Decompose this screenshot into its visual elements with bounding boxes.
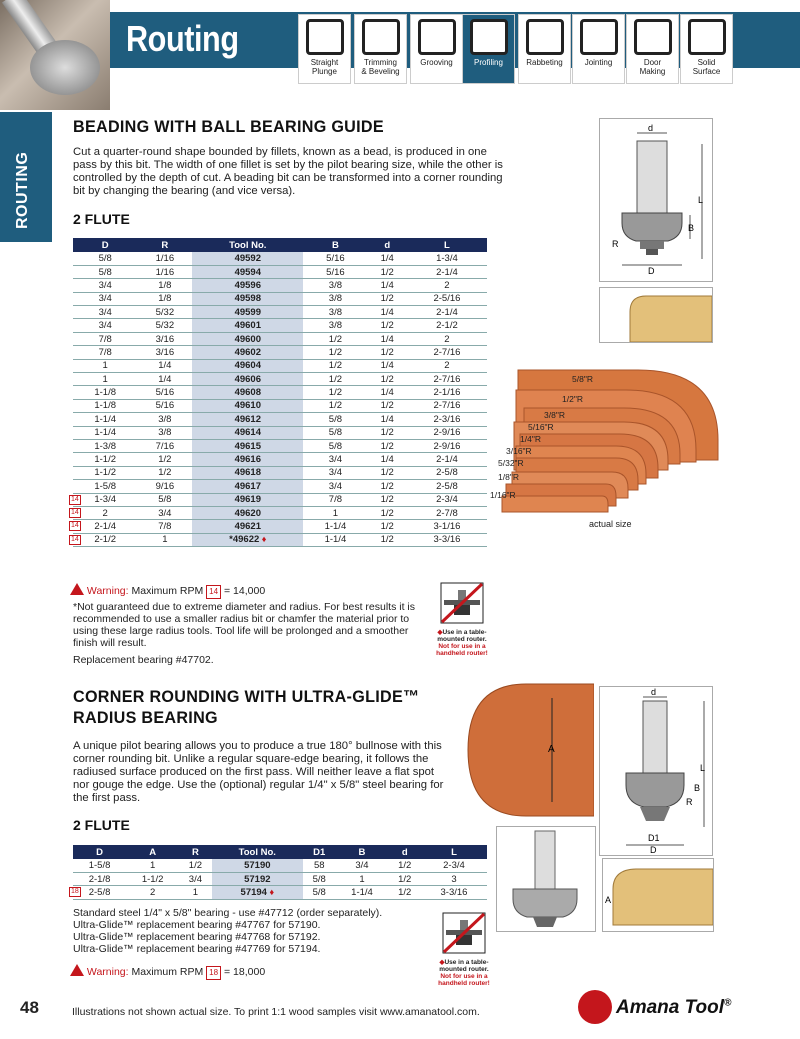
table-cell: 1 bbox=[126, 859, 179, 872]
table-cell: 1/2 bbox=[368, 373, 407, 386]
svg-text:L: L bbox=[700, 763, 706, 773]
table-cell: 2-1/4 bbox=[407, 265, 487, 278]
sample-radius-label: 1/8"R bbox=[498, 472, 519, 482]
table-cell: 1/8 bbox=[137, 279, 192, 292]
svg-text:D1: D1 bbox=[648, 833, 660, 843]
rpm-warning-badge: 14 bbox=[71, 508, 79, 516]
side-tab-label: ROUTING bbox=[14, 151, 31, 229]
table-cell: 1-1/2 bbox=[73, 466, 137, 479]
page-title: Routing bbox=[126, 18, 239, 59]
tool-number-cell: 49592 bbox=[192, 252, 303, 265]
tool-number-cell: 49612 bbox=[192, 413, 303, 426]
table-cell: 2-7/16 bbox=[407, 346, 487, 359]
table-cell: 2 bbox=[407, 279, 487, 292]
column-header: R bbox=[179, 845, 211, 859]
tool-number-cell: 49594 bbox=[192, 265, 303, 278]
tool-number-cell: 49599 bbox=[192, 306, 303, 319]
table-router-text: ◆Use in a table- mounted router. Not for use in a handheld router! bbox=[436, 629, 488, 657]
table-cell: 1-1/4 bbox=[73, 426, 137, 439]
tool-number-cell: 49598 bbox=[192, 292, 303, 305]
table-router-icon bbox=[440, 582, 484, 624]
rpm-warning-badge: 14 bbox=[71, 522, 79, 530]
table-row bbox=[73, 439, 487, 452]
category-tab-straight[interactable] bbox=[298, 14, 351, 84]
category-label: Rabbeting bbox=[526, 58, 563, 67]
corner-title-line1: CORNER ROUNDING WITH ULTRA-GLIDE™ bbox=[73, 687, 420, 706]
table-cell: 2-1/16 bbox=[407, 386, 487, 399]
corner-note: Ultra-Glide™ replacement bearing #47768 for 57192. bbox=[73, 931, 321, 943]
table-row bbox=[73, 533, 487, 546]
beading-flute: 2 FLUTE bbox=[73, 211, 130, 227]
rpm-badge: 18 bbox=[206, 966, 221, 980]
table-cell: 1/8 bbox=[137, 292, 192, 305]
table-cell: 2 bbox=[407, 359, 487, 372]
table-cell: 5/16 bbox=[303, 252, 367, 265]
table-cell: 7/8 bbox=[303, 493, 367, 506]
corner-bit-photo bbox=[496, 826, 596, 932]
table-cell: 1-1/8 bbox=[73, 399, 137, 412]
sample-radius-label: 3/8"R bbox=[544, 410, 565, 420]
table-row bbox=[73, 279, 487, 292]
table-row bbox=[73, 332, 487, 345]
svg-text:D: D bbox=[648, 266, 655, 276]
table-cell: 1 bbox=[137, 533, 192, 546]
table-cell: 2 bbox=[407, 332, 487, 345]
column-header: D1 bbox=[303, 845, 335, 859]
corner-bit-diagram bbox=[599, 686, 713, 856]
table-cell: 3/4 bbox=[303, 453, 367, 466]
tool-number-cell: 49619 bbox=[192, 493, 303, 506]
footer-note: Illustrations not shown actual size. To print 1:1 wood samples visit www.amanatool.com. bbox=[72, 1006, 480, 1018]
brand-logo-icon bbox=[578, 990, 612, 1024]
svg-text:A: A bbox=[605, 895, 612, 905]
beading-bit-diagram bbox=[599, 118, 713, 282]
table-cell: 1/2 bbox=[368, 319, 407, 332]
svg-text:A: A bbox=[548, 744, 555, 755]
table-row bbox=[73, 265, 487, 278]
table-cell: 2-9/16 bbox=[407, 426, 487, 439]
table-cell: 1/2 bbox=[368, 466, 407, 479]
brand-name: Amana Tool bbox=[616, 997, 725, 1018]
table-cell: 5/8 bbox=[73, 252, 137, 265]
category-label: Profiling bbox=[474, 58, 503, 67]
tool-number-cell: 57190 bbox=[212, 859, 303, 872]
wood-sample-stack bbox=[486, 360, 736, 530]
category-label: Grooving bbox=[420, 58, 453, 67]
table-cell: 1/2 bbox=[303, 346, 367, 359]
svg-text:d: d bbox=[651, 687, 657, 697]
table-cell: 5/32 bbox=[137, 319, 192, 332]
table-cell: 1/4 bbox=[368, 306, 407, 319]
table-cell: 1 bbox=[179, 886, 211, 899]
table-cell: 2-9/16 bbox=[407, 439, 487, 452]
table-cell: 7/8 bbox=[73, 332, 137, 345]
tool-number-cell: 49617 bbox=[192, 480, 303, 493]
table-row bbox=[73, 520, 487, 533]
column-header: R bbox=[137, 238, 192, 252]
category-label: Trimming & Beveling bbox=[361, 58, 400, 76]
tool-number-cell: 49602 bbox=[192, 346, 303, 359]
svg-text:D: D bbox=[650, 845, 657, 855]
table-cell: 2-3/4 bbox=[421, 859, 487, 872]
table-row bbox=[73, 413, 487, 426]
rpm-value: = 14,000 bbox=[224, 585, 266, 597]
table-cell: 1-5/8 bbox=[73, 480, 137, 493]
sample-radius-label: 1/2"R bbox=[562, 394, 583, 404]
table-cell: 1/4 bbox=[137, 373, 192, 386]
corner-title-line2: RADIUS BEARING bbox=[73, 708, 218, 727]
table-cell: 3 bbox=[421, 872, 487, 885]
table-cell: 2-1/2 14 bbox=[73, 533, 137, 546]
table-cell: 3/4 bbox=[73, 292, 137, 305]
table-router-notice bbox=[436, 912, 492, 992]
table-cell: 1 bbox=[303, 506, 367, 519]
svg-text:R: R bbox=[612, 239, 619, 249]
table-cell: 1-3/8 bbox=[73, 439, 137, 452]
column-header: d bbox=[368, 238, 407, 252]
table-row bbox=[73, 399, 487, 412]
tool-number-cell: 49600 bbox=[192, 332, 303, 345]
warning-label: Warning: bbox=[86, 966, 129, 978]
table-cell: 1-1/8 bbox=[73, 386, 137, 399]
table-cell: 1/2 bbox=[179, 859, 211, 872]
table-row bbox=[73, 346, 487, 359]
rpm-badge: 14 bbox=[206, 585, 221, 599]
sample-radius-label: 3/16"R bbox=[506, 446, 532, 456]
page-number: 48 bbox=[20, 998, 39, 1017]
table-cell: 1 bbox=[73, 359, 137, 372]
table-row bbox=[73, 886, 487, 899]
table-cell: 5/32 bbox=[137, 306, 192, 319]
table-cell: 3/8 bbox=[303, 292, 367, 305]
beading-replacement: Replacement bearing #47702. bbox=[73, 654, 214, 666]
table-cell: 1-1/4 bbox=[303, 533, 367, 546]
table-cell: 2 bbox=[126, 886, 179, 899]
table-cell: 1/2 bbox=[368, 533, 407, 546]
table-cell: 1/2 bbox=[389, 872, 421, 885]
table-cell: 1/4 bbox=[137, 359, 192, 372]
table-cell: 5/8 bbox=[137, 493, 192, 506]
tool-number-cell: 49614 bbox=[192, 426, 303, 439]
table-row bbox=[73, 506, 487, 519]
table-cell: 1/2 bbox=[368, 480, 407, 493]
table-row bbox=[73, 426, 487, 439]
table-cell: 1/2 bbox=[368, 265, 407, 278]
corner-note: Ultra-Glide™ replacement bearing #47767 for 57190. bbox=[73, 919, 321, 931]
category-icon bbox=[526, 19, 564, 55]
table-cell: 2-5/8 18 bbox=[73, 886, 126, 899]
table-cell: 1/2 bbox=[368, 426, 407, 439]
table-cell: 1-3/4 bbox=[407, 252, 487, 265]
column-header: L bbox=[407, 238, 487, 252]
diamond-icon: ♦ bbox=[266, 886, 275, 897]
warning-icon bbox=[70, 583, 84, 595]
category-icon bbox=[306, 19, 344, 55]
tool-number-cell: 49621 bbox=[192, 520, 303, 533]
table-cell: 2-1/2 bbox=[407, 319, 487, 332]
table-cell: 2-5/8 bbox=[407, 480, 487, 493]
table-cell: 2-5/16 bbox=[407, 292, 487, 305]
table-row bbox=[73, 319, 487, 332]
category-icon bbox=[362, 19, 400, 55]
tool-number-cell: 49615 bbox=[192, 439, 303, 452]
column-header: B bbox=[335, 845, 388, 859]
table-cell: 5/8 bbox=[303, 426, 367, 439]
table-cell: 1/2 bbox=[368, 399, 407, 412]
beading-table bbox=[73, 238, 487, 547]
category-tab-trimming[interactable] bbox=[354, 14, 407, 84]
table-cell: 7/8 bbox=[137, 520, 192, 533]
table-cell: 5/8 bbox=[303, 886, 335, 899]
table-cell: 1/2 bbox=[389, 859, 421, 872]
table-row bbox=[73, 493, 487, 506]
category-tab-solid[interactable] bbox=[680, 14, 733, 84]
beading-note: *Not guaranteed due to extreme diameter and radius. For best results it is recommended to use a smaller radius bit or chamfer the material prior to using these large radius tools. Tool life will be prolonged and a smoother finish will result. bbox=[73, 601, 416, 649]
table-cell: 1/2 bbox=[303, 386, 367, 399]
table-cell: 2-7/8 bbox=[407, 506, 487, 519]
category-label: Straight Plunge bbox=[310, 58, 339, 76]
table-cell: 3-1/16 bbox=[407, 520, 487, 533]
category-label: Solid Surface bbox=[692, 58, 721, 76]
table-cell: 2-1/4 14 bbox=[73, 520, 137, 533]
table-row bbox=[73, 480, 487, 493]
tool-number-cell: 49616 bbox=[192, 453, 303, 466]
corner-profile bbox=[602, 858, 714, 932]
tool-number-cell: 49618 bbox=[192, 466, 303, 479]
tool-number-cell: 49606 bbox=[192, 373, 303, 386]
actual-size-label: actual size bbox=[589, 519, 632, 529]
table-cell: 1/2 bbox=[368, 506, 407, 519]
beading-warning bbox=[70, 583, 265, 599]
table-cell: 3-3/16 bbox=[407, 533, 487, 546]
table-router-icon bbox=[442, 912, 486, 954]
bullnose-wood-sample bbox=[466, 682, 594, 818]
table-row bbox=[73, 872, 487, 885]
table-cell: 5/8 bbox=[303, 872, 335, 885]
svg-text:d: d bbox=[648, 123, 654, 133]
table-cell: 1/2 bbox=[303, 399, 367, 412]
category-icon bbox=[470, 19, 508, 55]
table-row bbox=[73, 306, 487, 319]
table-cell: 1/4 bbox=[368, 413, 407, 426]
table-cell: 2-7/16 bbox=[407, 399, 487, 412]
tool-number-cell: 49596 bbox=[192, 279, 303, 292]
table-cell: 1/4 bbox=[368, 359, 407, 372]
category-tab-jointing[interactable] bbox=[572, 14, 625, 84]
tool-number-cell: 49620 bbox=[192, 506, 303, 519]
beading-profile bbox=[599, 287, 713, 343]
rpm-warning-badge: 14 bbox=[71, 535, 79, 543]
category-tab-profiling[interactable] bbox=[462, 14, 515, 84]
corner-note: Ultra-Glide™ replacement bearing #47769 for 57194. bbox=[73, 943, 321, 955]
warning-label: Warning: bbox=[86, 585, 129, 597]
table-cell: 3/8 bbox=[137, 413, 192, 426]
table-cell: 1-1/4 bbox=[303, 520, 367, 533]
category-icon bbox=[418, 19, 456, 55]
table-row bbox=[73, 386, 487, 399]
table-cell: 2-7/16 bbox=[407, 373, 487, 386]
column-header: Tool No. bbox=[212, 845, 303, 859]
beading-description: Cut a quarter-round shape bounded by fillets, known as a bead, is produced in one pass by this bit. The width of one fillet is set by the pilot bearing size, while the other is controlled by the depth of cut. A beading bit can be transformed into a corner rounding bit by changing the bearing (and vice versa). bbox=[73, 146, 503, 197]
table-cell: 5/16 bbox=[137, 386, 192, 399]
table-cell: 5/16 bbox=[137, 399, 192, 412]
table-cell: 3/8 bbox=[137, 426, 192, 439]
warning-icon bbox=[70, 964, 84, 976]
table-cell: 1/2 bbox=[389, 886, 421, 899]
sample-radius-label: 5/16"R bbox=[528, 422, 554, 432]
table-cell: 5/16 bbox=[303, 265, 367, 278]
table-cell: 5/8 bbox=[303, 439, 367, 452]
warning-text: Maximum RPM bbox=[131, 966, 204, 978]
tool-number-cell: *49622 ♦ bbox=[192, 533, 303, 546]
category-tab-door[interactable] bbox=[626, 14, 679, 84]
category-label: Jointing bbox=[584, 58, 613, 67]
table-cell: 1/2 bbox=[303, 373, 367, 386]
table-cell: 3/8 bbox=[303, 306, 367, 319]
corner-flute: 2 FLUTE bbox=[73, 817, 130, 833]
table-cell: 1/2 bbox=[368, 493, 407, 506]
router-bit-photo bbox=[0, 0, 110, 110]
table-cell: 1 bbox=[73, 373, 137, 386]
table-cell: 1/2 bbox=[303, 359, 367, 372]
table-cell: 3/4 bbox=[73, 279, 137, 292]
table-cell: 3/4 bbox=[303, 480, 367, 493]
corner-description: A unique pilot bearing allows you to produce a true 180° bullnose with this corner rounding bit. Unlike a regular square-edge bearing, it follows the radiused surface produced on the first pass. Will neither leave a flat spot nor gouge the edge. Use the (optional) regular 1/4" x 5/8" steel bearing for the first pass. bbox=[73, 740, 444, 804]
table-cell: 5/8 bbox=[73, 265, 137, 278]
table-cell: 3/4 bbox=[335, 859, 388, 872]
diamond-icon: ♦ bbox=[259, 534, 267, 545]
table-cell: 2-5/8 bbox=[407, 466, 487, 479]
rpm-warning-badge: 18 bbox=[71, 888, 79, 896]
corner-note: Standard steel 1/4" x 5/8" bearing - use #47712 (order separately). bbox=[73, 907, 383, 919]
tool-number-cell: 57194 ♦ bbox=[212, 886, 303, 899]
rpm-warning-badge: 14 bbox=[71, 495, 79, 503]
table-cell: 1/2 bbox=[303, 332, 367, 345]
table-cell: 3/8 bbox=[303, 319, 367, 332]
table-cell: 3/8 bbox=[303, 279, 367, 292]
table-cell: 2-1/8 bbox=[73, 872, 126, 885]
table-row bbox=[73, 453, 487, 466]
table-row bbox=[73, 292, 487, 305]
column-header: B bbox=[303, 238, 367, 252]
table-cell: 1/2 bbox=[368, 520, 407, 533]
table-row bbox=[73, 859, 487, 872]
table-cell: 3/4 bbox=[179, 872, 211, 885]
column-header: A bbox=[126, 845, 179, 859]
table-cell: 1-1/4 bbox=[335, 886, 388, 899]
table-cell: 3/16 bbox=[137, 346, 192, 359]
table-cell: 2-1/4 bbox=[407, 453, 487, 466]
tool-number-cell: 49610 bbox=[192, 399, 303, 412]
table-cell: 1-5/8 bbox=[73, 859, 126, 872]
table-cell: 3-3/16 bbox=[421, 886, 487, 899]
sample-radius-label: 5/8"R bbox=[572, 374, 593, 384]
table-cell: 1/2 bbox=[368, 346, 407, 359]
table-cell: 1/4 bbox=[368, 279, 407, 292]
table-row bbox=[73, 359, 487, 372]
table-cell: 3/4 bbox=[73, 319, 137, 332]
column-header: L bbox=[421, 845, 487, 859]
table-cell: 5/8 bbox=[303, 413, 367, 426]
category-icon bbox=[580, 19, 618, 55]
corner-table bbox=[73, 845, 487, 900]
beading-title: BEADING WITH BALL BEARING GUIDE bbox=[73, 117, 384, 136]
table-cell: 1/2 bbox=[368, 439, 407, 452]
sample-radius-label: 1/16"R bbox=[490, 490, 516, 500]
tool-number-cell: 57192 bbox=[212, 872, 303, 885]
table-cell: 1/2 bbox=[137, 466, 192, 479]
sample-radius-label: 5/32"R bbox=[498, 458, 524, 468]
tool-number-cell: 49604 bbox=[192, 359, 303, 372]
table-cell: 3/4 bbox=[73, 306, 137, 319]
table-cell: 2-1/4 bbox=[407, 306, 487, 319]
table-cell: 2-3/16 bbox=[407, 413, 487, 426]
table-row bbox=[73, 252, 487, 265]
table-cell: 1/4 bbox=[368, 252, 407, 265]
table-cell: 7/16 bbox=[137, 439, 192, 452]
warning-text: Maximum RPM bbox=[131, 585, 204, 597]
category-tab-rabbeting[interactable] bbox=[518, 14, 571, 84]
column-header: D bbox=[73, 845, 126, 859]
table-cell: 7/8 bbox=[73, 346, 137, 359]
svg-text:B: B bbox=[688, 223, 695, 233]
table-cell: 3/4 bbox=[137, 506, 192, 519]
table-cell: 2 14 bbox=[73, 506, 137, 519]
table-cell: 1/2 bbox=[137, 453, 192, 466]
table-cell: 2-3/4 bbox=[407, 493, 487, 506]
column-header: D bbox=[73, 238, 137, 252]
table-cell: 9/16 bbox=[137, 480, 192, 493]
table-cell: 1-3/4 14 bbox=[73, 493, 137, 506]
column-header: d bbox=[389, 845, 421, 859]
svg-text:R: R bbox=[686, 797, 693, 807]
tool-number-cell: 49608 bbox=[192, 386, 303, 399]
category-icon bbox=[688, 19, 726, 55]
tool-number-cell: 49601 bbox=[192, 319, 303, 332]
category-icon bbox=[634, 19, 672, 55]
table-cell: 1-1/2 bbox=[126, 872, 179, 885]
table-cell: 1-1/2 bbox=[73, 453, 137, 466]
sample-radius-label: 1/4"R bbox=[520, 434, 541, 444]
table-router-text: ◆Use in a table- mounted router. Not for use in a handheld router! bbox=[438, 959, 490, 987]
table-cell: 1/4 bbox=[368, 453, 407, 466]
table-cell: 1 bbox=[335, 872, 388, 885]
table-cell: 1/4 bbox=[368, 386, 407, 399]
rpm-value: = 18,000 bbox=[224, 966, 266, 978]
table-cell: 58 bbox=[303, 859, 335, 872]
table-cell: 3/4 bbox=[303, 466, 367, 479]
table-row bbox=[73, 373, 487, 386]
svg-text:B: B bbox=[694, 783, 701, 793]
table-router-notice bbox=[436, 582, 488, 662]
category-tab-grooving[interactable] bbox=[410, 14, 463, 84]
table-cell: 1/16 bbox=[137, 252, 192, 265]
corner-notes bbox=[73, 907, 433, 955]
column-header: Tool No. bbox=[192, 238, 303, 252]
table-row bbox=[73, 466, 487, 479]
category-label: Door Making bbox=[639, 58, 666, 76]
table-cell: 1/4 bbox=[368, 332, 407, 345]
table-cell: 3/16 bbox=[137, 332, 192, 345]
table-cell: 1-1/4 bbox=[73, 413, 137, 426]
table-cell: 1/2 bbox=[368, 292, 407, 305]
table-cell: 1/16 bbox=[137, 265, 192, 278]
corner-warning bbox=[70, 964, 265, 980]
svg-text:L: L bbox=[698, 195, 704, 205]
